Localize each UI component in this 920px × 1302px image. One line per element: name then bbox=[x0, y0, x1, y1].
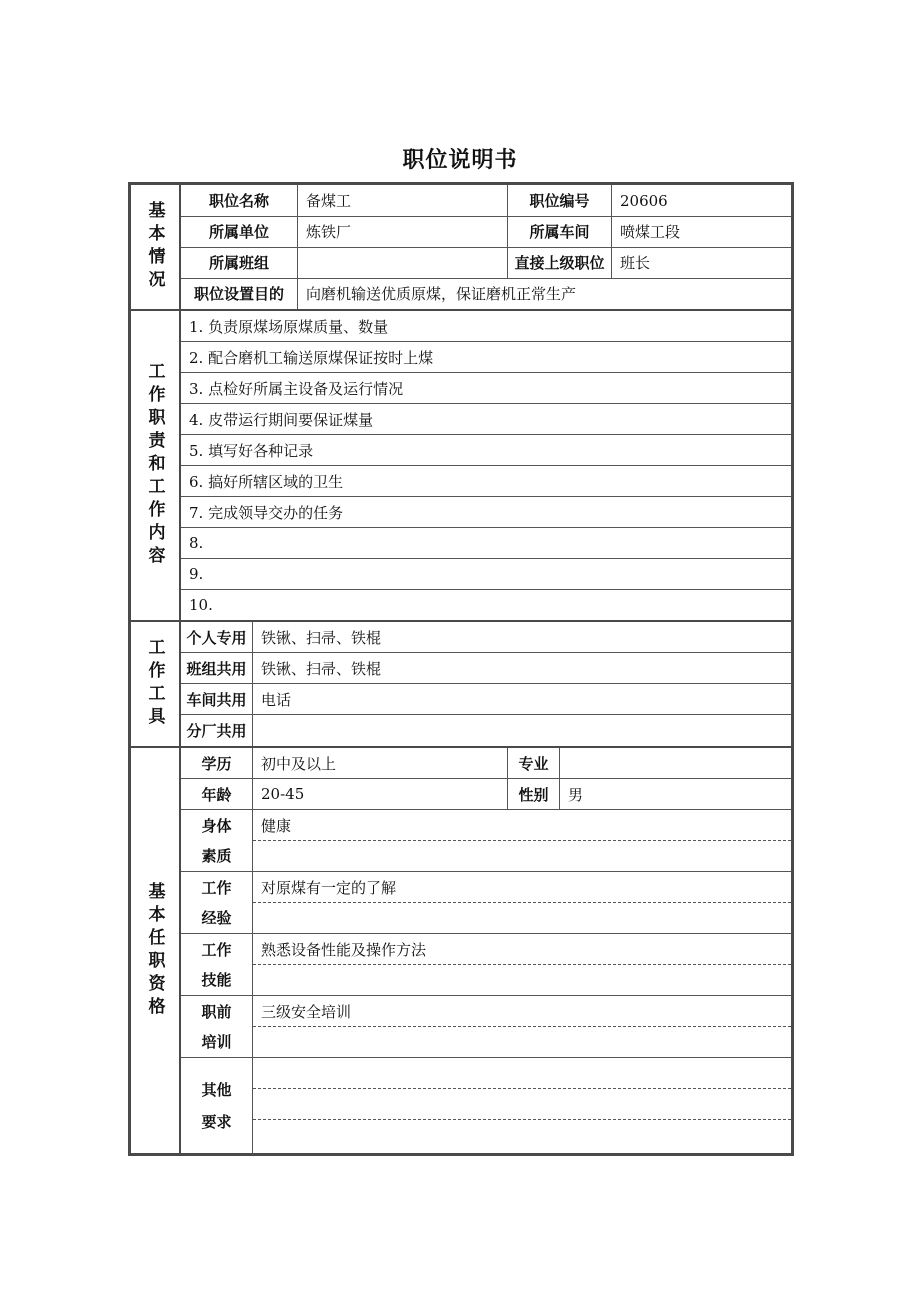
block-value bbox=[253, 1058, 791, 1088]
section-label-tools: 工作工具 bbox=[131, 622, 181, 746]
qualification-block bbox=[181, 934, 791, 996]
tool-row bbox=[181, 715, 791, 746]
section-label-basic: 基本情况 bbox=[131, 185, 181, 309]
unit-value: 炼铁厂 bbox=[297, 216, 507, 247]
section-label-duties: 工作职责和工作内容 bbox=[131, 311, 181, 620]
tool-row bbox=[181, 622, 791, 653]
age-value: 20-45 bbox=[252, 779, 507, 809]
section-label-qualifications: 基本任职资格 bbox=[131, 748, 181, 1153]
block-value: 三级安全培训 bbox=[261, 1002, 352, 1021]
duty-item: 9. bbox=[181, 559, 791, 590]
table-row bbox=[181, 278, 791, 309]
gender-label: 性别 bbox=[507, 779, 559, 809]
table-row bbox=[181, 748, 791, 779]
team-label: 所属班组 bbox=[208, 254, 269, 272]
block-label: 工作 技能 bbox=[201, 940, 232, 990]
tool-row bbox=[181, 653, 791, 684]
team-value bbox=[297, 247, 507, 278]
position-name-label: 职位名称 bbox=[208, 192, 269, 210]
duty-item: 10. bbox=[189, 596, 213, 614]
tool-label: 车间共用 bbox=[186, 690, 247, 709]
job-description-table bbox=[128, 182, 794, 1156]
tool-label: 分厂共用 bbox=[186, 722, 247, 740]
tool-label: 班组共用 bbox=[186, 659, 247, 678]
duty-item: 8. bbox=[181, 528, 791, 559]
duty-item: 1. 负责原煤场原煤质量、数量 bbox=[181, 311, 791, 342]
duty-item: 2. 配合磨机工输送原煤保证按时上煤 bbox=[181, 342, 791, 373]
qualification-block bbox=[181, 1058, 791, 1153]
block-label: 工作 经验 bbox=[201, 878, 232, 928]
tool-value: 铁锹、扫帚、铁棍 bbox=[252, 653, 791, 683]
purpose-label: 职位设置目的 bbox=[193, 285, 284, 303]
position-name-value: 备煤工 bbox=[297, 185, 507, 216]
position-no-label: 职位编号 bbox=[507, 185, 611, 216]
gender-value: 男 bbox=[559, 779, 791, 809]
qualification-block bbox=[181, 996, 791, 1058]
block-value: 对原煤有一定的了解 bbox=[261, 878, 397, 897]
qualification-block bbox=[181, 872, 791, 934]
section-qualifications bbox=[131, 748, 791, 1153]
superior-value: 班长 bbox=[611, 247, 791, 278]
table-row bbox=[181, 216, 791, 248]
table-row bbox=[181, 185, 791, 217]
duty-item: 3. 点检好所属主设备及运行情况 bbox=[181, 373, 791, 404]
block-value: 熟悉设备性能及操作方法 bbox=[261, 940, 427, 959]
tool-value: 铁锹、扫帚、铁棍 bbox=[252, 622, 791, 652]
position-no-value: 20606 bbox=[611, 185, 791, 216]
purpose-value: 向磨机输送优质原煤，保证磨机正常生产 bbox=[297, 278, 791, 309]
table-row bbox=[181, 779, 791, 810]
block-label: 职前 培训 bbox=[201, 1002, 232, 1052]
block-label: 其他 要求 bbox=[201, 1081, 232, 1131]
major-label: 专业 bbox=[507, 748, 559, 778]
section-duties bbox=[131, 311, 791, 622]
block-value: 健康 bbox=[261, 816, 292, 835]
block-label: 身体 素质 bbox=[201, 816, 232, 866]
workshop-label: 所属车间 bbox=[507, 216, 611, 247]
table-row bbox=[181, 247, 791, 279]
unit-label: 所属单位 bbox=[208, 223, 269, 241]
duty-item: 4. 皮带运行期间要保证煤量 bbox=[181, 404, 791, 435]
tool-value: 电话 bbox=[252, 684, 791, 714]
duty-item: 5. 填写好各种记录 bbox=[181, 435, 791, 466]
superior-label: 直接上级职位 bbox=[507, 247, 611, 278]
education-value: 初中及以上 bbox=[252, 748, 507, 778]
workshop-value: 喷煤工段 bbox=[611, 216, 791, 247]
education-label: 学历 bbox=[201, 754, 232, 773]
tool-label: 个人专用 bbox=[186, 628, 247, 647]
duty-item: 6. 搞好所辖区域的卫生 bbox=[181, 466, 791, 497]
tool-row bbox=[181, 684, 791, 715]
page-title: 职位说明书 bbox=[402, 148, 518, 173]
major-value bbox=[559, 748, 791, 778]
age-label: 年龄 bbox=[201, 785, 232, 804]
tool-value bbox=[252, 715, 791, 746]
duty-item: 7. 完成领导交办的任务 bbox=[181, 497, 791, 528]
section-tools bbox=[131, 622, 791, 748]
qualification-block bbox=[181, 810, 791, 872]
section-basic-info bbox=[131, 185, 791, 311]
